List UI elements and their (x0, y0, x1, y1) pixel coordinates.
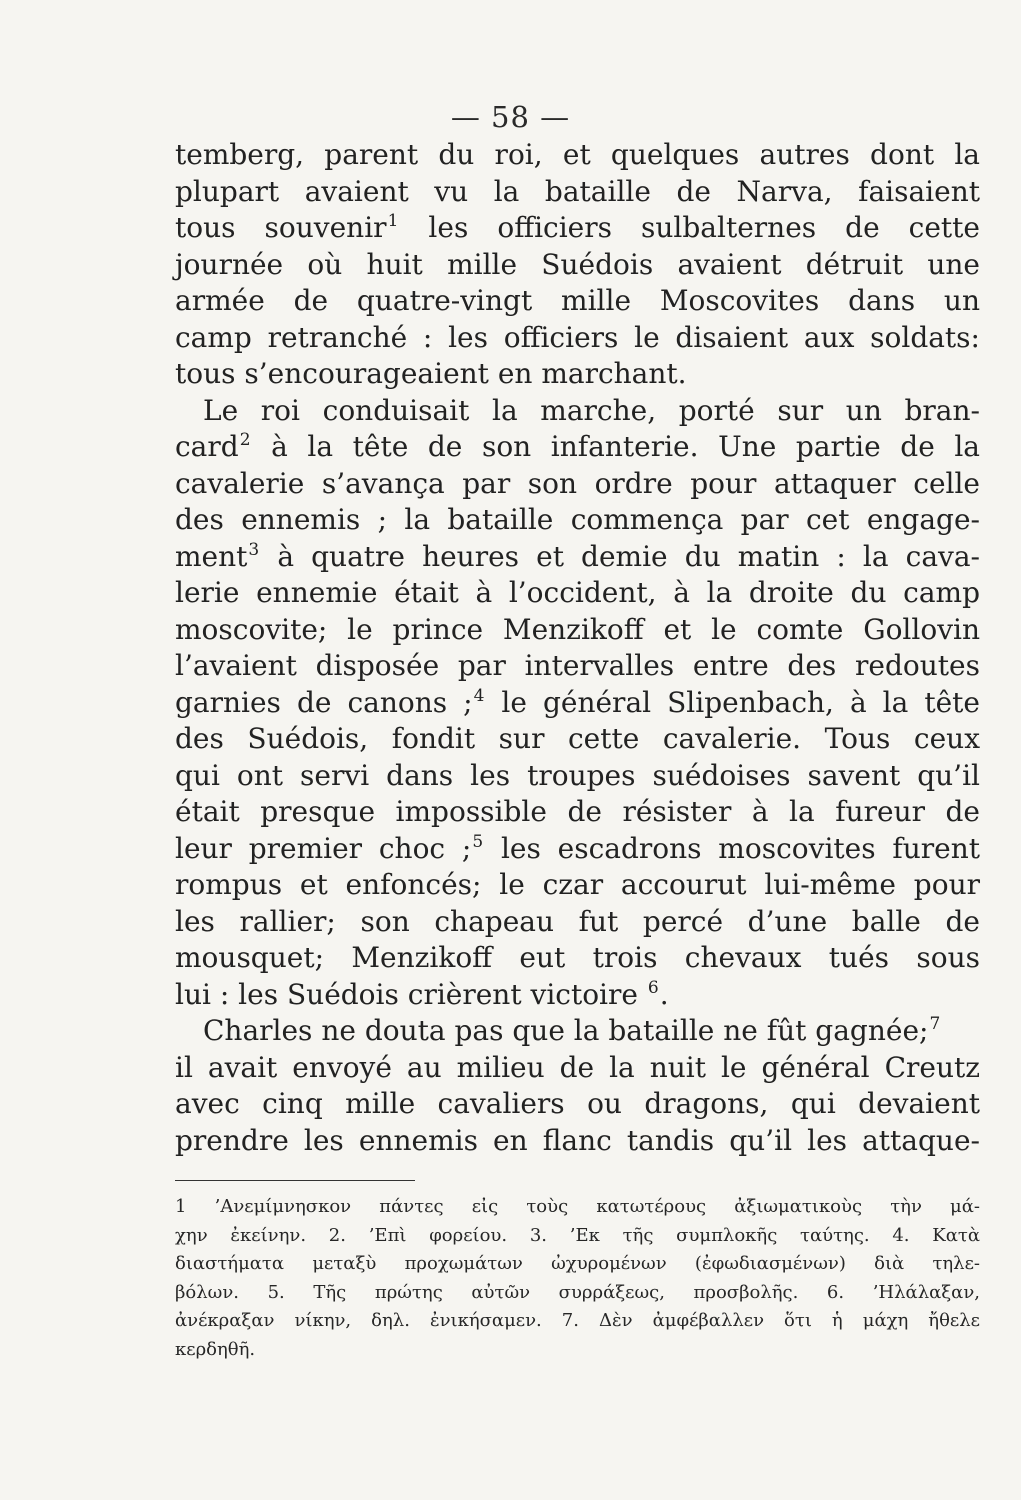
footnote-marker: 1 (387, 211, 399, 231)
footnote-line: ἀνέκραξαν νίκην, δηλ. ἐνικήσαμεν. 7. Δὲν ἀμφέβαλλεν ὅτι ἡ μάχη ἤθελε (175, 1310, 980, 1331)
text-line: il avait envoyé au milieu de la nuit le général Creutz (175, 1050, 980, 1084)
text-line: armée de quatre-vingt mille Moscovites dans un (175, 284, 980, 317)
footnote-marker: 2 (239, 430, 251, 450)
footnote-marker: 4 (473, 685, 485, 706)
text-line: l’avaient disposée par intervalles entre des redoutes (175, 649, 980, 682)
footnote-line: χην ἐκείνην. 2. ’Επὶ φορείου. 3. ’Εκ τῆς συμπλοκῆς ταύτης. 4. Κατὰ (175, 1224, 980, 1246)
text-line: Charles ne douta pas que la bataille ne fût gagnée;$^7$ (203, 1014, 941, 1047)
text-line: prendre les ennemis en flanc tandis qu’il les attaque- (175, 1123, 980, 1157)
text-line: des ennemis ; la bataille commença par cet engage- (175, 503, 980, 536)
text-line: moscovite; le prince Menzikoff et le comte Gollovin (175, 612, 980, 646)
footnote-marker: 6 (647, 977, 659, 998)
text-line: ment$^3$ à quatre heures et demie du matin : la cava- (175, 539, 980, 573)
text-line: leur premier choc ;$^5$ les escadrons moscovites furent (175, 831, 981, 865)
page-number: — 58 — (450, 100, 571, 134)
footnote-line: κερδηθῆ. (175, 1338, 256, 1360)
footnote-line: διαστήματα μεταξὺ προχωμάτων ὠχυρομένων (ἐφωδιασμένων) διὰ τηλε- (175, 1253, 980, 1274)
text-line: camp retranché : les officiers le disaient aux soldats: (175, 320, 980, 354)
text-line: lerie ennemie était à l’occident, à la droite du camp (175, 576, 980, 609)
text-line: tous s’encourageaient en marchant. (175, 357, 687, 390)
footnote-line: βόλων. 5. Τῆς πρώτης αὐτῶν συρράξεως, προσβολῆς. 6. ’Ηλάλαξαν, (175, 1281, 980, 1303)
body-text (175, 137, 980, 1159)
text-line: des Suédois, fondit sur cette cavalerie. Tous ceux (175, 722, 980, 755)
text-line: temberg, parent du roi, et quelques autres dont la (175, 138, 980, 171)
text-line: tous souvenir$^1$ les officiers sulbalternes de cette (175, 211, 980, 244)
text-line: qui ont servi dans les troupes suédoises savent qu’il (175, 758, 980, 792)
footnote-marker: 3 (248, 539, 260, 560)
text-line: plupart avaient vu la bataille de Narva, faisaient (175, 174, 980, 208)
text-line: journée où huit mille Suédois avaient détruit une (175, 247, 980, 281)
text-line: les rallier; son chapeau fut percé d’une balle de (175, 904, 980, 938)
text-line: mousquet; Menzikoff eut trois chevaux tués sous (175, 941, 980, 974)
text-line: rompus et enfoncés; le czar accourut lui-même pour (175, 868, 980, 901)
text-line: était presque impossible de résister à la fureur de (175, 795, 980, 828)
text-line: card$^2$ à la tête de son infanterie. Une partie de la (175, 430, 980, 463)
text-line: lui : les Suédois crièrent victoire $^6$. (175, 977, 669, 1011)
text-line: Le roi conduisait la marche, porté sur un bran- (203, 393, 980, 427)
footnote-marker: 7 (929, 1014, 941, 1034)
footnotes (175, 1193, 980, 1364)
footnote-marker: 5 (472, 831, 484, 852)
footnote-divider (175, 1180, 415, 1181)
text-line: garnies de canons ;$^4$ le général Slipenbach, à la tête (175, 685, 980, 719)
text-line: avec cinq mille cavaliers ou dragons, qui devaient (175, 1087, 980, 1120)
text-line: cavalerie s’avança par son ordre pour attaquer celle (175, 466, 980, 500)
footnote-line: 1 ’Ανεμίμνησκον πάντες εἰς τοὺς κατωτέρους ἀξιωματικοὺς τὴν μά- (175, 1196, 980, 1217)
